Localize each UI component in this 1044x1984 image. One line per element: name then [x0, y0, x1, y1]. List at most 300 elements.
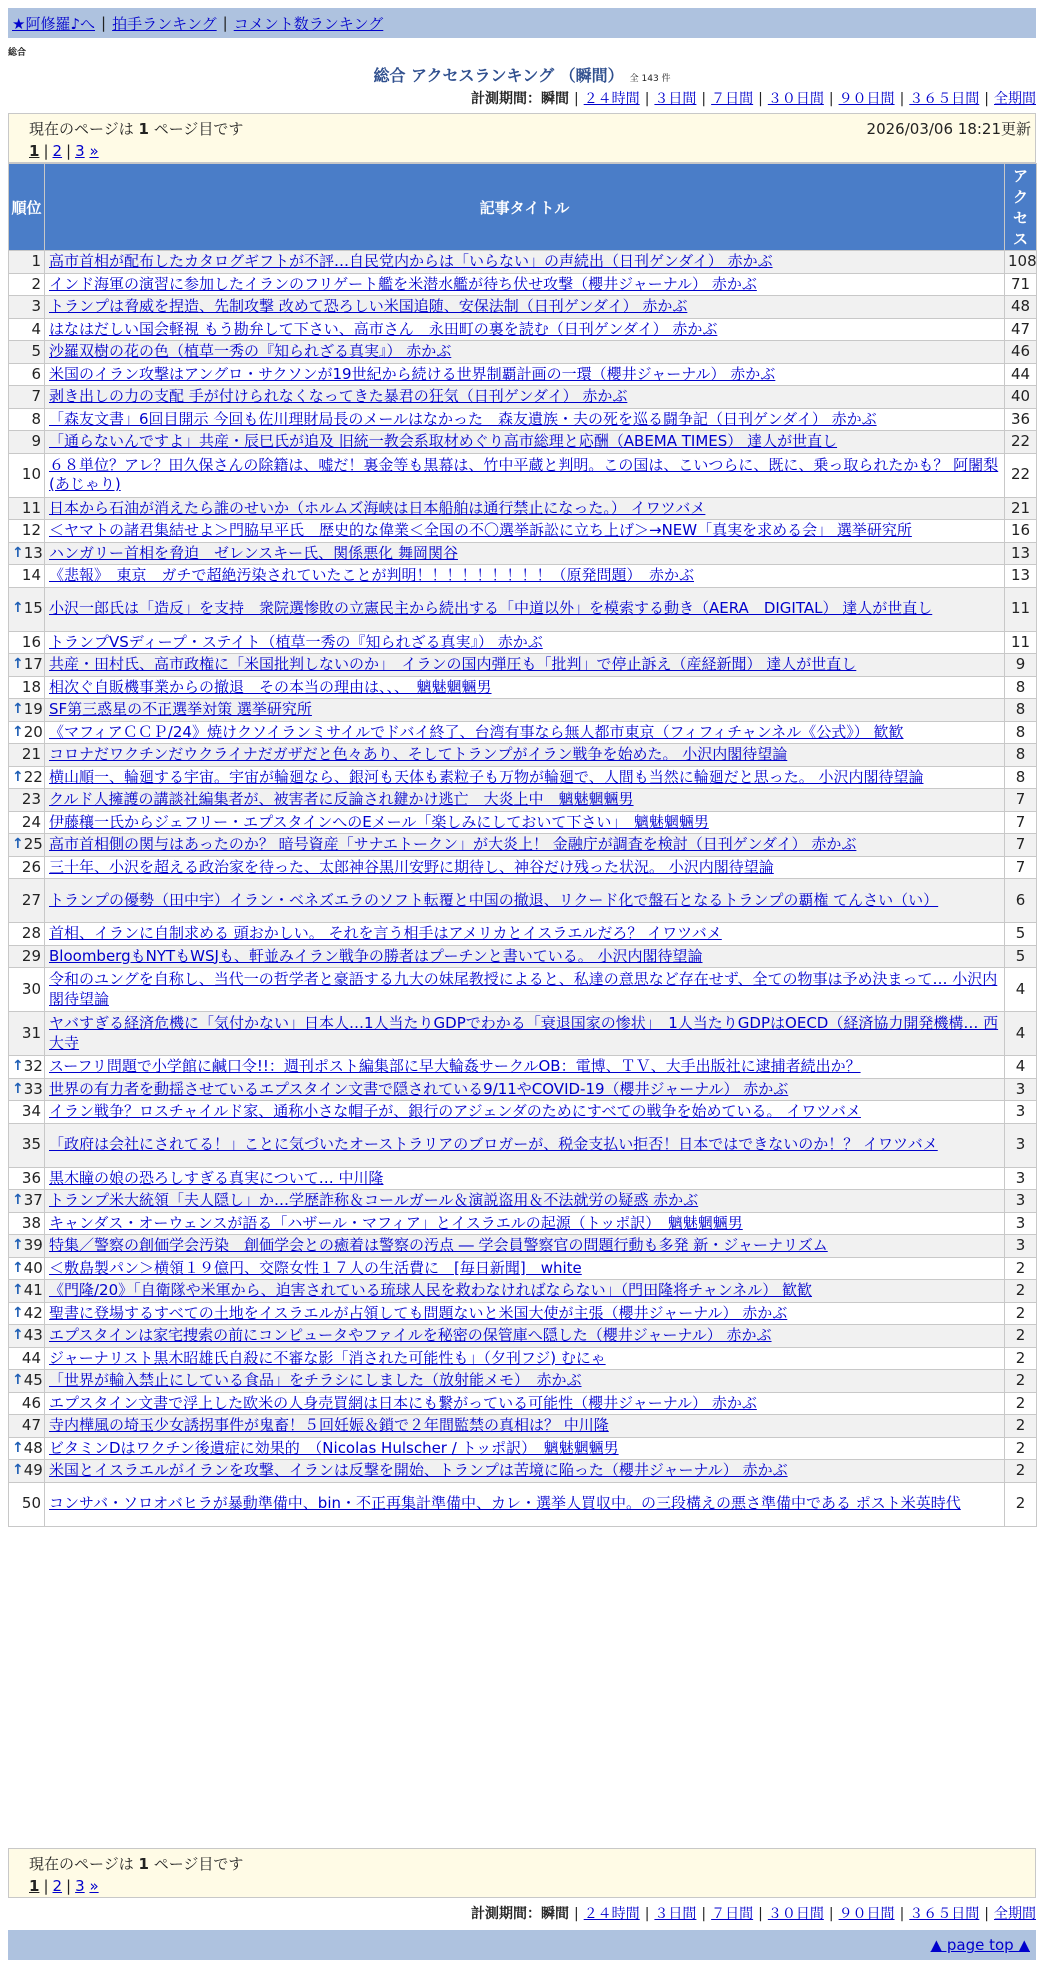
- rank-cell: [9, 296, 45, 319]
- page-status-line: [29, 1853, 1027, 1874]
- rank-cell: [9, 587, 45, 631]
- access-count: 6: [1005, 879, 1037, 923]
- rank-cell: [9, 811, 45, 834]
- article-link[interactable]: 《門隆/20》「自衛隊や米軍から、迫害されている琉球人民を救わなければならない」（門田隆将チャンネル） 歓歓: [49, 1281, 813, 1299]
- table-row: [9, 1212, 1037, 1235]
- access-count: 4: [1005, 1012, 1037, 1056]
- access-count: 2: [1005, 1347, 1037, 1370]
- title-cell: [45, 1370, 1005, 1393]
- rank-cell: [9, 520, 45, 543]
- rank-number: 12: [21, 521, 41, 539]
- period-link[interactable]: 全期間: [994, 1906, 1036, 1922]
- access-count: 8: [1005, 744, 1037, 767]
- article-link[interactable]: インド海軍の演習に参加したイランのフリゲート艦を米潜水艦が待ち伏せ攻撃（櫻井ジャーナル） 赤かぶ: [49, 274, 757, 293]
- access-count: 8: [1005, 699, 1037, 722]
- period-separator: |: [573, 1906, 579, 1922]
- rank-number: 46: [21, 1393, 41, 1412]
- pager-page-link[interactable]: 2: [52, 142, 63, 160]
- title-cell: [45, 565, 1005, 588]
- access-count: 11: [1005, 587, 1037, 631]
- title-cell: [45, 251, 1005, 274]
- rank-up-arrow-icon: ↑: [12, 723, 24, 740]
- rank-cell: [9, 1101, 45, 1124]
- article-link[interactable]: トランプVSディープ・ステイト（植草一秀の『知られざる真実』） 赤かぶ: [49, 632, 543, 651]
- table-row: [9, 1257, 1037, 1280]
- table-row: [9, 318, 1037, 341]
- access-count: 2: [1005, 1392, 1037, 1415]
- table-row: [9, 923, 1037, 946]
- article-link[interactable]: 「森友文書」6回目開示 今回も佐川理財局長のメールはなかった 森友遺族・夫の死を巡る闘争記（日刊ゲンダイ） 赤かぶ: [49, 409, 877, 428]
- title-cell: [45, 1302, 1005, 1325]
- title-cell: [45, 1235, 1005, 1258]
- page-top-link[interactable]: ▲ page top ▲: [930, 1936, 1030, 1954]
- rank-number: 41: [23, 1281, 43, 1299]
- period-label: 計測期間：: [470, 1906, 541, 1922]
- title-cell: [45, 273, 1005, 296]
- table-row: [9, 699, 1037, 722]
- rank-up-arrow-icon: ↑: [12, 1282, 24, 1298]
- period-link[interactable]: ３日間: [654, 91, 697, 107]
- applause-ranking-link[interactable]: 拍手ランキング: [112, 14, 217, 33]
- article-link[interactable]: 「世界が輸入禁止にしている食品」をチラシにしました（放射能メモ） 赤かぶ: [49, 1371, 582, 1389]
- title-cell: [45, 879, 1005, 923]
- article-link[interactable]: はなはだしい国会軽視 もう勘弁して下さい、高市さん 永田町の裏を読む（日刊ゲンダイ） 赤かぶ: [49, 319, 718, 338]
- article-link[interactable]: 寺内樺風の埼玉少女誘拐事件が鬼畜！５回妊娠＆鎖で２年間監禁の真相は？ 中川隆: [49, 1416, 609, 1434]
- rank-number: 48: [23, 1438, 43, 1457]
- access-count: 44: [1005, 363, 1037, 386]
- rank-cell: [9, 1392, 45, 1415]
- rank-cell: [9, 1460, 45, 1483]
- comment-ranking-link[interactable]: コメント数ランキング: [233, 14, 384, 33]
- table-row: [9, 1012, 1037, 1056]
- table-row: [9, 766, 1037, 789]
- rank-cell: [9, 273, 45, 296]
- article-link[interactable]: 相次ぐ自販機事業からの撤退 その本当の理由は、、、 魑魅魍魎男: [49, 677, 492, 696]
- table-row: [9, 1280, 1037, 1303]
- period-link[interactable]: ３日間: [654, 1906, 697, 1922]
- rank-number: 3: [31, 297, 41, 315]
- article-link[interactable]: イラン戦争？ロスチャイルド家、通称小さな帽子が、銀行のアジェンダのためにすべての戦争を始めている。 イワツバメ: [49, 1102, 861, 1120]
- rank-cell: [9, 721, 45, 744]
- access-count: 3: [1005, 1190, 1037, 1213]
- pager-page-link[interactable]: 2: [52, 1877, 63, 1895]
- title-cell: [45, 834, 1005, 857]
- access-count: 7: [1005, 856, 1037, 879]
- title-cell: [45, 945, 1005, 968]
- article-link[interactable]: 三十年、小沢を超える政治家を待った、太郎神谷黒川安野に期待し、神谷だけ残った状況。 小沢内閣待望論: [49, 857, 774, 876]
- access-count: 47: [1005, 318, 1037, 341]
- period-separator: |: [984, 91, 989, 107]
- period-link[interactable]: ３０日間: [767, 91, 824, 107]
- period-separator: |: [984, 1906, 989, 1922]
- rank-up-arrow-icon: ↑: [12, 701, 24, 717]
- period-selector-bottom: [471, 1903, 1036, 1923]
- rank-number: 36: [21, 1168, 41, 1187]
- access-count: 4: [1005, 968, 1037, 1012]
- table-row: [9, 453, 1037, 497]
- title-cell: [45, 1325, 1005, 1348]
- top-nav-bar: [8, 8, 1036, 38]
- table-row: [9, 1460, 1037, 1483]
- rank-up-arrow-icon: ↑: [12, 1237, 24, 1253]
- period-separator: |: [828, 1906, 834, 1922]
- page-status-suffix: ページ目です: [153, 1855, 244, 1873]
- rank-number: 24: [21, 812, 41, 831]
- rank-cell: [9, 676, 45, 699]
- period-separator: |: [644, 91, 650, 107]
- table-row: [9, 386, 1037, 409]
- ranking-title: 総合 アクセスランキング （瞬間）: [373, 66, 624, 85]
- rank-cell: [9, 968, 45, 1012]
- table-row: [9, 431, 1037, 454]
- period-link[interactable]: ７日間: [711, 91, 754, 107]
- rank-up-arrow-icon: ↑: [12, 1327, 24, 1343]
- page-status-number: 1: [138, 1855, 149, 1873]
- table-row: [9, 1370, 1037, 1393]
- table-row: [9, 341, 1037, 364]
- access-count: 13: [1005, 565, 1037, 588]
- rank-number: 19: [23, 700, 43, 718]
- table-row: [9, 1392, 1037, 1415]
- article-link[interactable]: 横山順一、輪廻する宇宙。宇宙が輪廻なら、銀河も天体も素粒子も万物が輪廻で、人間も当然に輪廻だと思った。 小沢内閣待望論: [49, 767, 924, 786]
- rank-number: 9: [31, 432, 41, 450]
- rank-cell: [9, 923, 45, 946]
- pager-separator: |: [43, 1877, 49, 1895]
- table-row: [9, 1101, 1037, 1124]
- table-row: [9, 408, 1037, 431]
- article-link[interactable]: BloombergもNYTもWSJも、軒並みイラン戦争の勝者はプーチンと書いている。 小沢内閣待望論: [49, 946, 703, 965]
- rank-number: 6: [31, 364, 41, 383]
- table-row: [9, 542, 1037, 565]
- table-row: [9, 945, 1037, 968]
- table-row: [9, 744, 1037, 767]
- rank-cell: [9, 834, 45, 857]
- article-link[interactable]: ヤバすぎる経済危機に「気付かない」日本人…1人当たりGDPでわかる「衰退国家の惨状」 1人当たりGDPはOECD（経済協力開発機構… 西大寺: [49, 1014, 999, 1052]
- access-count: 46: [1005, 341, 1037, 364]
- article-link[interactable]: 沙羅双樹の花の色（植草一秀の『知られざる真実』） 赤かぶ: [49, 342, 452, 360]
- period-current: 瞬間: [540, 1906, 569, 1922]
- period-separator: |: [899, 1906, 905, 1922]
- access-count: 3: [1005, 1101, 1037, 1124]
- article-link[interactable]: ハンガリー首相を脅迫 ゼレンスキー氏、関係悪化 舞岡関谷: [49, 543, 458, 562]
- rank-cell: [9, 1212, 45, 1235]
- title-cell: [45, 1212, 1005, 1235]
- title-cell: [45, 1056, 1005, 1079]
- title-cell: [45, 1437, 1005, 1460]
- article-link[interactable]: 高市首相側の関与はあったのか？ 暗号資産「サナエトークン」が大炎上！ 金融庁が調査を検討（日刊ゲンダイ） 赤かぶ: [49, 835, 857, 853]
- article-link[interactable]: ビタミンDはワクチン後遺症に効果的 （Nicolas Hulscher / トッポ訳） 魑魅魍魎男: [49, 1438, 619, 1457]
- rank-cell: [9, 1123, 45, 1167]
- rank-cell: [9, 945, 45, 968]
- period-separator: |: [644, 1906, 650, 1922]
- article-link[interactable]: エプスタイン文書で浮上した欧米の人身売買網は日本にも繋がっている可能性（櫻井ジャーナル） 赤かぶ: [49, 1393, 757, 1412]
- rank-cell: [9, 1280, 45, 1303]
- access-count: 108: [1005, 251, 1037, 274]
- title-cell: [45, 1280, 1005, 1303]
- title-cell: [45, 789, 1005, 812]
- title-cell: [45, 1167, 1005, 1190]
- rank-number: 4: [31, 319, 41, 338]
- table-row: [9, 789, 1037, 812]
- page-info-bottom: [8, 1848, 1036, 1898]
- article-link[interactable]: 米国のイラン攻撃はアングロ・サクソンが19世紀から続ける世界制覇計画の一環（櫻井ジャーナル） 赤かぶ: [49, 364, 776, 383]
- article-link[interactable]: ジャーナリスト黒木昭雄氏自殺に不審な影「消された可能性も」（夕刊フジ) むにゃ: [49, 1348, 606, 1367]
- access-count: 7: [1005, 811, 1037, 834]
- table-row: [9, 363, 1037, 386]
- rank-up-arrow-icon: ↑: [12, 1304, 24, 1321]
- period-current: 瞬間: [540, 91, 569, 107]
- rank-cell: [9, 453, 45, 497]
- access-count: 9: [1005, 654, 1037, 677]
- period-link[interactable]: ９０日間: [838, 91, 895, 107]
- title-cell: [45, 923, 1005, 946]
- pager-current-page: 1: [29, 142, 40, 160]
- page-status-suffix: ページ目です: [153, 120, 244, 138]
- title-cell: [45, 453, 1005, 497]
- access-count: 48: [1005, 296, 1037, 319]
- rank-cell: [9, 1235, 45, 1258]
- rank-cell: [9, 542, 45, 565]
- title-cell: [45, 1415, 1005, 1438]
- article-link[interactable]: 米国とイスラエルがイランを攻撃、イランは反撃を開始、トランプは苦境に陥った（櫻井ジャーナル） 赤かぶ: [49, 1461, 788, 1479]
- rank-number: 11: [21, 498, 41, 517]
- rank-up-arrow-icon: ↑: [12, 656, 24, 672]
- article-link[interactable]: 「通らないんですよ」共産・辰巳氏が追及 旧統一教会系取材めぐり高市総理と応酬（ABEMA TIMES） 達人が世直し: [49, 432, 838, 450]
- article-link[interactable]: 特集／警察の創価学会汚染 創価学会との癒着は警察の汚点 ― 学会員警察官の問題行動も多発 新・ジャーナリズム: [49, 1236, 828, 1254]
- rank-number: 33: [23, 1079, 43, 1098]
- access-count: 22: [1005, 453, 1037, 497]
- rank-number: 23: [21, 790, 41, 808]
- rank-cell: [9, 744, 45, 767]
- article-link[interactable]: SF第三惑星の不正選挙対策 選挙研究所: [49, 700, 312, 718]
- title-cell: [45, 1347, 1005, 1370]
- article-link[interactable]: 首相、イランに自制求める 頭おかしい。 それを言う相手はアメリカとイスラエルだろ？ イワツバメ: [49, 924, 722, 942]
- rank-cell: [9, 1056, 45, 1079]
- rank-cell: [9, 1325, 45, 1348]
- rank-up-arrow-icon: ↑: [12, 1259, 24, 1276]
- article-link[interactable]: 共産・田村氏、高市政権に「米国批判しないのか」 イランの国内弾圧も「批判」で停止訴え（産経新聞） 達人が世直し: [49, 655, 857, 673]
- article-link[interactable]: 黒木瞳の娘の恐ろしすぎる真実について… 中川隆: [49, 1168, 384, 1187]
- pager-next-link[interactable]: »: [89, 142, 99, 160]
- article-link[interactable]: 「政府は会社にされてる！」ことに気づいたオーストラリアのブロガーが、税金支払い拒否！日本ではできないのか！？ イワツバメ: [49, 1135, 938, 1154]
- article-link[interactable]: コロナだワクチンだウクライナだガザだと色々あり、そしてトランプがイラン戦争を始めた。 小沢内閣待望論: [49, 745, 788, 763]
- article-link[interactable]: コンサバ・ソロオバヒラが暴動準備中、bin・不正再集計準備中、カレ・選挙人買収中。の三段構えの悪さ準備中である ポスト米英時代: [49, 1494, 961, 1513]
- table-row: [9, 1167, 1037, 1190]
- table-row: [9, 676, 1037, 699]
- period-link[interactable]: ７日間: [711, 1906, 754, 1922]
- rank-number: 43: [23, 1326, 43, 1344]
- access-count: 2: [1005, 1437, 1037, 1460]
- home-link[interactable]: ★阿修羅♪へ: [12, 14, 96, 33]
- page-status-prefix: 現在のページは: [29, 120, 134, 138]
- rank-number: 31: [21, 1023, 41, 1042]
- article-link[interactable]: ＜敷島製パン＞横領１９億円、交際女性１７人の生活費に [毎日新聞] white: [49, 1258, 582, 1277]
- title-cell: [45, 363, 1005, 386]
- rank-number: 21: [21, 745, 41, 763]
- rank-up-arrow-icon: ↑: [12, 1372, 24, 1388]
- access-count: 5: [1005, 945, 1037, 968]
- table-row: [9, 856, 1037, 879]
- rank-cell: [9, 766, 45, 789]
- nav-separator: |: [222, 14, 228, 32]
- rank-number: 25: [23, 835, 43, 853]
- article-link[interactable]: 《悲報》 東京 ガチで超絶汚染されていたことが判明！！！！！！！！！（原発問題） 赤かぶ: [49, 566, 695, 584]
- ranking-table: [8, 163, 1037, 1527]
- article-link[interactable]: トランプは脅威を捏造、先制攻撃 改めて恐ろしい米国追随、安保法制（日刊ゲンダイ） 赤かぶ: [49, 297, 688, 315]
- article-link[interactable]: 伊藤穰一氏からジェフリー・エプスタインへのEメール「楽しみにしておいて下さい」 魑魅魍魎男: [49, 812, 709, 831]
- title-cell: [45, 1078, 1005, 1101]
- rank-number: 13: [23, 543, 43, 562]
- period-link[interactable]: 全期間: [994, 91, 1036, 107]
- rank-cell: [9, 1347, 45, 1370]
- article-link[interactable]: トランプの優勢（田中宇）イラン・ベネズエラのソフト転覆と中国の撤退、リクード化で盤石となるトランプの覇権 てんさい（い）: [49, 890, 939, 909]
- article-link[interactable]: 日本から石油が消えたら誰のせいか（ホルムズ海峡は日本船舶は通行禁止になった。） イワツバメ: [49, 498, 706, 517]
- table-row: [9, 1325, 1037, 1348]
- rank-cell: [9, 565, 45, 588]
- rank-cell: [9, 1437, 45, 1460]
- title-cell: [45, 766, 1005, 789]
- access-count: 22: [1005, 431, 1037, 454]
- rank-number: 10: [21, 465, 41, 484]
- title-cell: [45, 296, 1005, 319]
- access-column-header: アクセス: [1005, 164, 1037, 251]
- table-row: [9, 251, 1037, 274]
- title-cell: [45, 542, 1005, 565]
- title-cell: [45, 386, 1005, 409]
- rank-cell: [9, 789, 45, 812]
- rank-cell: [9, 408, 45, 431]
- period-link[interactable]: ９０日間: [838, 1906, 895, 1922]
- article-link[interactable]: 《マフィアＣＣＰ/24》焼けクソイランミサイルでドバイ終了、台湾有事なら無人都市東京（フィフィチャンネル《公式》） 歓歓: [49, 722, 904, 741]
- table-row: [9, 631, 1037, 654]
- title-cell: [45, 587, 1005, 631]
- access-count: 21: [1005, 497, 1037, 520]
- rank-up-arrow-icon: ↑: [12, 600, 24, 617]
- rank-cell: [9, 251, 45, 274]
- access-count: 2: [1005, 1482, 1037, 1526]
- rank-number: 1: [31, 252, 41, 270]
- rank-cell: [9, 856, 45, 879]
- period-link[interactable]: ２４時間: [583, 91, 640, 107]
- rank-cell: [9, 1012, 45, 1056]
- table-row: [9, 1415, 1037, 1438]
- rank-number: 15: [23, 599, 43, 618]
- rank-up-arrow-icon: ↑: [12, 1439, 24, 1456]
- rank-cell: [9, 1302, 45, 1325]
- article-link[interactable]: キャンダス・オーウェンスが語る「ハザール・マフィア」とイスラエルの起源（トッポ訳） 魑魅魍魎男: [49, 1213, 743, 1232]
- table-row: [9, 834, 1037, 857]
- title-cell: [45, 408, 1005, 431]
- article-link[interactable]: 剥き出しの力の支配 手が付けられなくなってきた暴君の狂気（日刊ゲンダイ） 赤かぶ: [49, 387, 628, 405]
- article-link[interactable]: 高市首相が配布したカタログギフトが不評…自民党内からは「いらない」の声続出（日刊ゲンダイ） 赤かぶ: [49, 252, 773, 270]
- rank-number: 37: [23, 1191, 43, 1209]
- rank-cell: [9, 318, 45, 341]
- table-row: [9, 565, 1037, 588]
- period-link[interactable]: ３６５日間: [909, 1906, 980, 1922]
- title-cell: [45, 721, 1005, 744]
- rank-number: 35: [21, 1135, 41, 1154]
- title-cell: [45, 1392, 1005, 1415]
- rank-cell: [9, 497, 45, 520]
- table-row: [9, 1302, 1037, 1325]
- updated-time: 2026/03/06 18:21更新: [866, 120, 1031, 138]
- access-count: 8: [1005, 721, 1037, 744]
- pager: [29, 1877, 1027, 1895]
- article-link[interactable]: 令和のユングを自称し、当代一の哲学者と豪語する九大の妹尾教授によると、私達の意思など存在せず、全ての物事は予め決まって… 小沢内閣待望論: [49, 970, 998, 1008]
- rank-cell: [9, 1257, 45, 1280]
- access-count: 11: [1005, 631, 1037, 654]
- title-cell: [45, 744, 1005, 767]
- access-count: 71: [1005, 273, 1037, 296]
- period-link[interactable]: ２４時間: [583, 1906, 640, 1922]
- article-link[interactable]: クルド人擁護の講談社編集者が、被害者に反論され鍵かけ逃亡 大炎上中 魑魅魍魎男: [49, 790, 634, 808]
- period-separator: |: [899, 91, 905, 107]
- rank-cell: [9, 1415, 45, 1438]
- title-cell: [45, 1190, 1005, 1213]
- table-row: [9, 296, 1037, 319]
- period-link[interactable]: ３０日間: [767, 1906, 824, 1922]
- pager-separator: |: [66, 142, 72, 160]
- article-link[interactable]: 小沢一郎氏は「造反」を支持 衆院選惨敗の立憲民主から続出する「中道以外」を模索する動き（AERA DIGITAL） 達人が世直し: [49, 599, 933, 618]
- access-count: 16: [1005, 520, 1037, 543]
- rank-number: 27: [21, 890, 41, 909]
- nav-separator: |: [101, 14, 107, 32]
- access-count: 13: [1005, 542, 1037, 565]
- pager-separator: |: [43, 142, 49, 160]
- access-count: 4: [1005, 1056, 1037, 1079]
- access-count: 5: [1005, 923, 1037, 946]
- ranking-count: 全 143 件: [629, 74, 671, 84]
- period-link[interactable]: ３６５日間: [909, 91, 980, 107]
- access-count: 2: [1005, 1370, 1037, 1393]
- title-cell: [45, 497, 1005, 520]
- rank-number: 5: [31, 342, 41, 360]
- access-count: 7: [1005, 834, 1037, 857]
- pager-next-link[interactable]: »: [89, 1877, 99, 1895]
- title-cell: [45, 318, 1005, 341]
- rank-number: 2: [31, 274, 41, 293]
- article-link[interactable]: 世界の有力者を動揺させているエプスタイン文書で隠されている9/11やCOVID-19（櫻井ジャーナル） 赤かぶ: [49, 1079, 789, 1098]
- table-row: [9, 721, 1037, 744]
- title-cell: [45, 431, 1005, 454]
- table-row: [9, 968, 1037, 1012]
- article-link[interactable]: ＜ヤマトの諸君集結せよ＞門脇早平氏 歴史的な偉業＜全国の不〇選挙訴訟に立ち上げ＞→NEW「真実を求める会」 選挙研究所: [49, 521, 912, 539]
- rank-number: 45: [23, 1371, 43, 1389]
- article-link[interactable]: 聖書に登場するすべての土地をイスラエルが占領しても問題ないと米国大使が主張（櫻井ジャーナル） 赤かぶ: [49, 1303, 788, 1322]
- table-row: [9, 654, 1037, 677]
- rank-number: 42: [23, 1303, 43, 1322]
- ranking-table-body: [9, 251, 1037, 1527]
- table-header-row: [9, 164, 1037, 251]
- rank-number: 49: [23, 1461, 43, 1479]
- rank-number: 17: [23, 655, 43, 673]
- article-link[interactable]: トランプ米大統領「夫人隠し」か…学歴詐称＆コールガール＆演説盗用＆不法就労の疑惑 赤かぶ: [49, 1191, 699, 1209]
- pager: [29, 142, 1027, 160]
- access-count: 40: [1005, 386, 1037, 409]
- table-row: [9, 273, 1037, 296]
- pager-page-link[interactable]: 3: [75, 142, 85, 160]
- rank-cell: [9, 699, 45, 722]
- table-row: [9, 1123, 1037, 1167]
- title-cell: [45, 1101, 1005, 1124]
- pager-separator: |: [66, 1877, 72, 1895]
- article-link[interactable]: スーフリ問題で小学館に鹹口令!!：週刊ポスト編集部に早大輪姦サークルOB：電博、ＴＶ、大手出版社に逮捕者続出か？: [49, 1057, 861, 1075]
- article-link[interactable]: エプスタインは家宅捜索の前にコンピュータやファイルを秘密の保管庫へ隠した（櫻井ジャーナル） 赤かぶ: [49, 1326, 772, 1344]
- article-link[interactable]: ６８単位？アレ？田久保さんの除籍は、嘘だ！裏金等も黒幕は、竹中平蔵と判明。この国は、こいつらに、既に、乗っ取られたかも？ 阿闍梨(あじゃり): [49, 455, 999, 493]
- pager-page-link[interactable]: 3: [75, 1877, 85, 1895]
- rank-column-header: 順位: [9, 164, 45, 251]
- rank-number: 8: [31, 409, 41, 428]
